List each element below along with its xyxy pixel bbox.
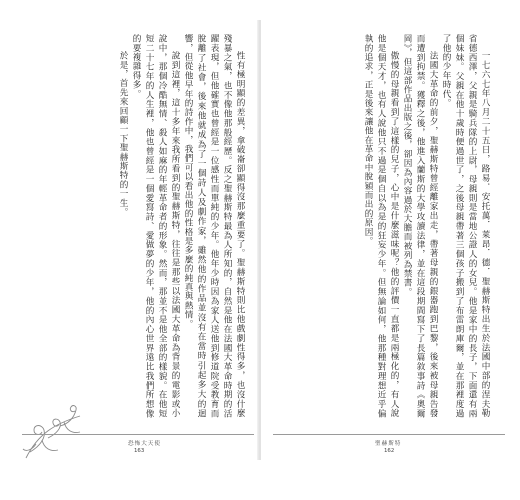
footer-rule	[22, 434, 254, 435]
paragraph: 傲慢的母親看到了這樣的兒子，心中是什麼滋味呢？他的評價一直都是兩極化的，有人說他是個天才，也有人說他只不過是個自以為是的狂妄少年。但無論如何，他那種對理想近乎偏執的追求，正是後來讓他在革命中脫穎而出的原因。	[363, 34, 399, 418]
paragraph: 於是，首先來回顧一下聖赫斯特的一生。	[118, 51, 128, 217]
left-page-body	[26, 34, 246, 418]
page-number: 163	[134, 448, 145, 454]
paragraph: 說到這裡，這十多年來我所看到的聖赫斯特，往往是那些以法國大革命為背景的電影或小說中，那個冷酷無情、殺人如麻的年輕革命者的形象。然而，那並不是他全部的樣貌。在他短短二十七年的人生裡，他也曾經是一個愛寫詩、愛做夢的少年，他的內心世界遠比我們所想像的要複雜得多。	[131, 34, 180, 418]
running-head: 聖赫斯特	[375, 441, 402, 447]
right-page-body	[277, 34, 491, 418]
right-page	[261, 0, 520, 500]
page-number: 162	[384, 448, 395, 454]
paragraph: 法國大革命的前夕，聖赫斯特曾經離家出走，帶著母親的銀器跑到巴黎，後來被母親告發而遭到拘禁。獲釋之後，他進入蘭斯的大學攻讀法律，並在這段期間寫下了長篇敘事詩《奧爾岡》，但這部作品出版之後，卻因為內容過於大膽而被列為禁書。	[402, 34, 438, 418]
paragraph: 一七六七年八月二十五日，路易．安托萬．萊昂．德．聖赫斯特出生於法國中部的涅夫勒省德西澤，父親是騎兵隊的上尉，母親則是當地公證人的女兒。他是家中的長子，下面還有兩個妹妹。父親在他十歲時便過世了，之後母親帶著三個孩子搬到了布雷朗庫爾，並在那裡度過了他的少年時代。	[441, 34, 490, 418]
footer-rule	[273, 434, 505, 435]
running-head: 恐怖大天使	[128, 441, 161, 447]
left-page	[0, 0, 259, 500]
flourish-ornament-icon	[20, 394, 90, 464]
paragraph: 性有極明顯的差異，拿破崙卻顯得沒那麼重要了。聖赫斯特則比他戲劇性得多，也沒什麼殘暴之氣，也不像他那般經歷。反之聖赫斯特最為人所知的，自然是他在法國大革命時期的活躍表現，但他確實也曾經是一位感性而單純的少年。他年少時因為家人送他到修道院受教育而脫離了社會，後來他就成為了一個詩人及劇作家，雖然他的作品並沒有在當時引起多大的迴響，但從他早年的詩作中，我們可以看出他的性格是多麼的純真與熱情。	[183, 34, 245, 418]
